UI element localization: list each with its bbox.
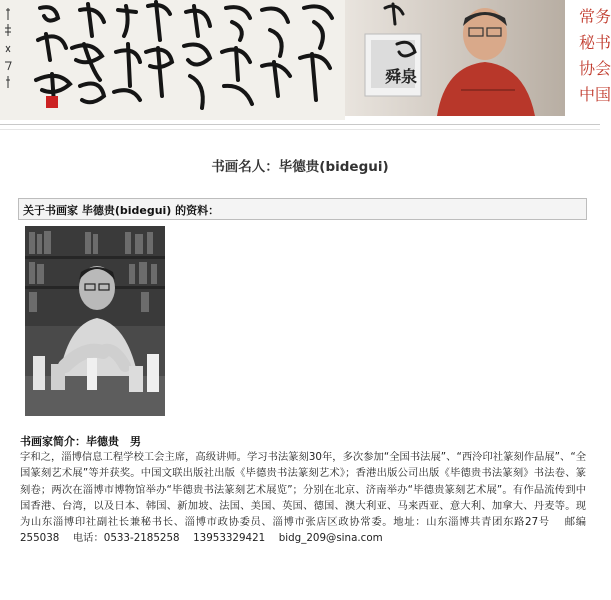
side-text-line: 中国 [579, 85, 611, 104]
divider [0, 124, 600, 125]
page-title: 书画名人：毕德贵(bidegui) [211, 159, 389, 175]
side-text-line: 秘书 [579, 33, 611, 52]
artist-portrait [25, 226, 165, 416]
header-banner [0, 0, 611, 120]
side-text-line: 常务 [579, 7, 611, 26]
bio-body: 字和之，淄博信息工程学校工会主席，高级讲师。学习书法篆刻30年，多次参加“全国书法展”、“西泠印社篆刻作品展”、“全国篆刻艺术展”等并获奖。中国文联出版社出版《毕德贵书法篆刻艺术》；香港出版公司出版《毕德贵书法篆刻》书法卷、篆刻卷；两次在淄博市博物馆举办“毕德贵书法篆刻艺术展览”；分别在北京、济南举办“毕德贵篆刻艺术展”。有作品流传到中国香港、台湾，以及日本、韩国、新加坡、法国、美国、英国、德国、澳大利亚、马来西亚、意大利、加拿大、丹麦等。现为山东淄博印社副社长兼秘书长、淄博市政协委员、淄博市张店区政协常委。地址：山东淄博共青团东路27号 邮编255038 电话：0533-2185258 13953329421 bidg_209@sina.com [20, 451, 586, 545]
side-text-line: 协会 [579, 59, 611, 78]
calligraphy-strokes [0, 0, 345, 120]
divider [0, 129, 600, 130]
red-seal-mark [46, 96, 58, 108]
calligraphy-image [0, 0, 345, 120]
section-header-label: 关于书画家 毕德贵(bidegui) 的资料： [23, 204, 220, 217]
signature-text: 舜泉 [385, 67, 418, 86]
bio-heading: 书画家简介：毕德贵 男 [20, 435, 141, 448]
artist-banner-photo [345, 0, 565, 116]
side-text-column [573, 0, 611, 120]
section-header [18, 198, 587, 220]
